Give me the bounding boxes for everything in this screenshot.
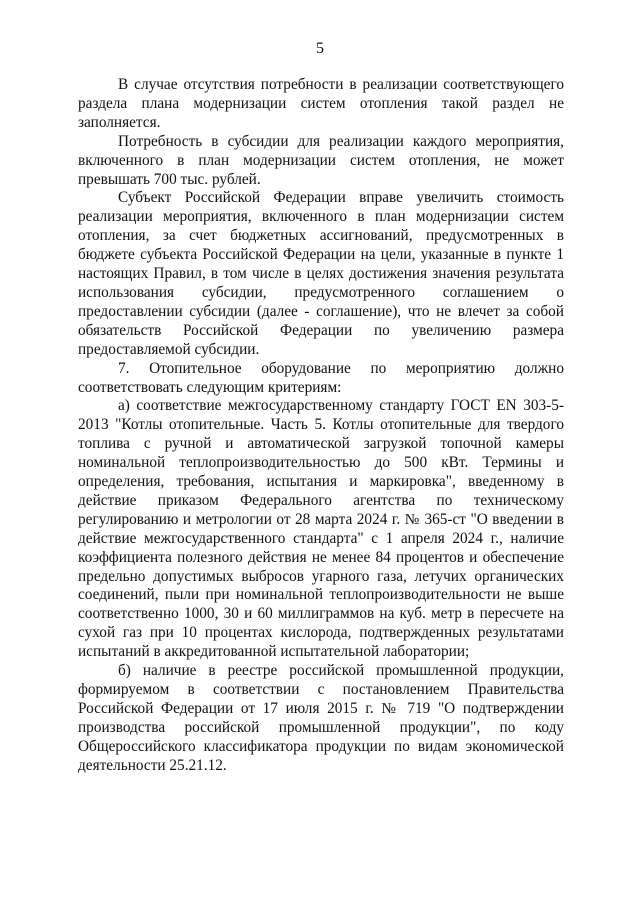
- page-number: 5: [316, 40, 324, 57]
- document-body: [78, 76, 564, 776]
- paragraph-subsidy-limit: Потребность в субсидии для реализации каждого мероприятия, включенного в план модернизации систем отопления, не может превышать 700 тыс. рублей.: [78, 132, 564, 188]
- paragraph-subject-may-increase-cost: Субъект Российской Федерации вправе увеличить стоимость реализации мероприятия, включенного в план модернизации систем отопления, за счет бюджетных ассигнований, предусмотренных в бюджете субъекта Российской Федерации на цели, указанные в пункте 1 настоящих Правил, в том числе в целях достижения значения результата использования субсидии, предусмотренного соглашением о предоставлении субсидии (далее - соглашение), что не влечет за собой обязательств Российской Федерации по увеличению размера предоставляемой субсидии.: [78, 189, 564, 358]
- paragraph-heating-equipment-criteria: 7. Отопительное оборудование по мероприятию должно соответствовать следующим критериям:: [78, 359, 564, 396]
- paragraph-no-need-for-section: В случае отсутствия потребности в реализации соответствующего раздела плана модернизации систем отопления такой раздел не заполняется.: [78, 76, 564, 131]
- paragraph-criterion-a-gost: а) соответствие межгосударственному стандарту ГОСТ EN 303-5-2013 "Котлы отопительные. Часть 5. Котлы отопительные для твердого топлива с ручной и автоматической загрузкой топочной камеры номинальной теплопроизводительностью до 500 кВт. Термины и определения, требования, испытания и маркировка", введенному в действие приказом Федерального агентства по техническому регулированию и метрологии от 28 марта 2024 г. № 365-ст "О введении в действие межгосударственного стандарта" с 1 апреля 2024 г., наличие коэффициента полезного действия не менее 84 процентов и обеспечение предельно допустимых выбросов угарного газа, летучих органических соединений, пыли при номинальной теплопроизводительности не выше соответственно 1000, 30 и 60 миллиграммов на куб. метр в пересчете на сухой газ при 10 процентах кислорода, подтвержденных результатами испытаний в аккредитованной испытательной лаборатории;: [78, 397, 564, 661]
- paragraph-criterion-b-registry: б) наличие в реестре российской промышленной продукции, формируемом в соответствии с постановлением Правительства Российской Федерации от 17 июля 2015 г. № 719 "О подтверждении производства российской промышленной продукции", по коду Общероссийского классификатора продукции по видам экономической деятельности 25.21.12.: [78, 662, 564, 774]
